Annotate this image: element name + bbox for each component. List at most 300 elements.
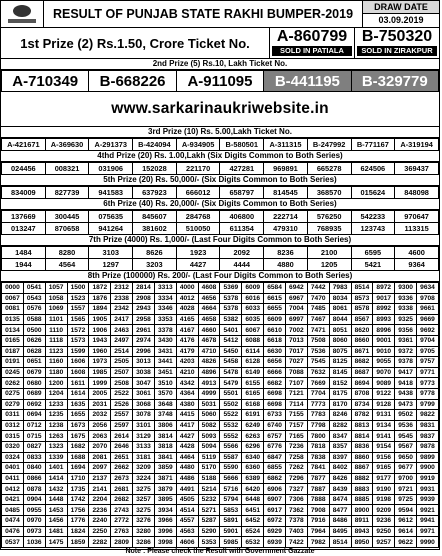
ticket-cell: 5353	[198, 537, 220, 548]
ticket-cell: 5094	[198, 441, 220, 452]
ticket-cell: 9128	[373, 399, 395, 410]
ticket-cell: 6114	[242, 346, 264, 357]
ticket-cell: 1614	[67, 388, 89, 399]
table-row	[2, 516, 439, 527]
ticket-cell: 9650	[395, 452, 417, 463]
ticket-cell: 637923	[133, 187, 177, 199]
ticket-cell: 9899	[417, 452, 439, 463]
ticket-cell: 1160	[45, 357, 67, 368]
ticket-cell: 7669	[307, 378, 329, 389]
ticket-cell: 0955	[23, 505, 45, 516]
ticket-cell: 8885	[351, 494, 373, 505]
ticket-cell: 0275	[2, 388, 24, 399]
ticket-cell: 969891	[264, 163, 308, 175]
ticket-cell: 4896	[198, 367, 220, 378]
ticket-cell: 6263	[242, 431, 264, 442]
ticket-cell: 1339	[45, 452, 67, 463]
ticket-cell: 1824	[67, 526, 89, 537]
ticket-cell: 284768	[176, 211, 220, 223]
ticket-cell: 6155	[242, 378, 264, 389]
ticket-cell: 8836	[351, 441, 373, 452]
second-prize-label: 2nd Prize (5) Rs.10, Lakh Ticket No.	[1, 59, 439, 70]
ticket-cell: 4600	[395, 247, 439, 259]
ticket-cell: 6191	[242, 410, 264, 421]
ticket-cell: 9198	[373, 494, 395, 505]
ticket-cell: 9778	[417, 388, 439, 399]
ticket-cell: B-580501	[220, 139, 264, 151]
ticket-cell: 1572	[67, 325, 89, 336]
ticket-cell: 5716	[220, 484, 242, 495]
ticket-cell: B-771167	[351, 139, 395, 151]
ticket-cell: 2282	[89, 537, 111, 548]
ticket-cell: 300445	[45, 211, 89, 223]
ticket-cell: 1481	[45, 526, 67, 537]
ticket-cell: 3129	[133, 431, 155, 442]
ticket-cell: 4444	[220, 259, 264, 271]
ticket-cell: 075635	[89, 211, 133, 223]
ticket-cell: 4427	[176, 431, 198, 442]
draw-date-label: DRAW DATE	[363, 1, 439, 14]
ticket-cell: 6389	[242, 473, 264, 484]
ticket-cell: 1682	[67, 441, 89, 452]
ticket-cell: 1608	[67, 367, 89, 378]
ticket-cell: 3353	[154, 314, 176, 325]
ticket-cell: 0067	[2, 293, 24, 304]
ticket-cell: 1944	[2, 259, 46, 271]
ticket-cell: 0081	[2, 304, 24, 315]
ticket-cell: 7783	[307, 410, 329, 421]
ticket-cell: 1118	[45, 335, 67, 346]
ticket-cell: 7362	[285, 505, 307, 516]
ticket-cell: 1057	[45, 283, 67, 294]
ticket-cell: 5232	[198, 494, 220, 505]
ticket-cell: 9622	[395, 537, 417, 548]
ticket-cell: 870658	[45, 223, 89, 235]
ticket-cell: 5060	[198, 410, 220, 421]
ticket-cell: 7422	[285, 537, 307, 548]
ticket-cell: 479310	[264, 223, 308, 235]
ticket-cell: 8708	[351, 388, 373, 399]
ticket-cell: 9165	[373, 463, 395, 474]
ticket-cell: 0187	[2, 346, 24, 357]
ticket-cell: 3275	[133, 484, 155, 495]
ticket-cell: 1235	[45, 410, 67, 421]
ticket-cell: 4012	[176, 293, 198, 304]
ticket-cell: 5214	[198, 484, 220, 495]
table-row	[2, 259, 439, 271]
ticket-cell: 9837	[417, 431, 439, 442]
ticket-cell: 2961	[133, 325, 155, 336]
ticket-cell: 5587	[220, 452, 242, 463]
ticket-cell: 2056	[89, 420, 111, 431]
ticket-cell: 2508	[111, 378, 133, 389]
ticket-cell: 0311	[2, 410, 24, 421]
ticket-cell: 6448	[242, 494, 264, 505]
ticket-cell: 3451	[154, 367, 176, 378]
ticket-cell: 9473	[395, 399, 417, 410]
ticket-cell: 9131	[373, 410, 395, 421]
ticket-cell: 2463	[111, 325, 133, 336]
ticket-cell: 0694	[23, 410, 45, 421]
ticket-cell: 510050	[176, 223, 220, 235]
ticket-cell: 576250	[307, 211, 351, 223]
ticket-cell: B-668226	[89, 71, 176, 92]
ticket-cell: 9939	[417, 494, 439, 505]
ticket-cell: 6939	[264, 537, 286, 548]
ticket-cell: 8620	[351, 325, 373, 336]
ticket-cell: 2141	[89, 484, 111, 495]
fifth-prize-label: 5th Prize (20) Rs. 50,000/- (Six Digits Common to Both Series)	[1, 175, 439, 186]
ticket-cell: 827739	[45, 187, 89, 199]
ticket-cell: 9070	[373, 367, 395, 378]
ticket-cell: 3806	[154, 420, 176, 431]
eighth-prize-label: 8th Prize (100000) Rs. 200/- (Last Four Digits Common to Both Series)	[1, 271, 439, 282]
ticket-cell: 113315	[395, 223, 439, 235]
ticket-cell: 9257	[373, 537, 395, 548]
ticket-cell: 7964	[307, 526, 329, 537]
ticket-cell: 5891	[220, 516, 242, 527]
ticket-cell: 0833	[23, 452, 45, 463]
ticket-cell: 9822	[417, 410, 439, 421]
ticket-cell: 7983	[329, 283, 351, 294]
ticket-cell: 1906	[89, 325, 111, 336]
ticket-cell: 1414	[45, 473, 67, 484]
ticket-cell: 2772	[111, 516, 133, 527]
ticket-cell: 2526	[111, 399, 133, 410]
ticket-cell: A-311315	[264, 139, 308, 151]
ticket-cell: B-441195	[264, 71, 351, 92]
ticket-cell: 5093	[198, 431, 220, 442]
ticket-cell: 0866	[23, 473, 45, 484]
ticket-cell: 9001	[373, 335, 395, 346]
ticket-cell: 5287	[198, 516, 220, 527]
ticket-cell: 1694	[67, 463, 89, 474]
ticket-cell: 9190	[373, 484, 395, 495]
ticket-cell: 0904	[23, 494, 45, 505]
ticket-cell: 6847	[264, 452, 286, 463]
ticket-cell: 6296	[242, 441, 264, 452]
ticket-cell: 015624	[351, 187, 395, 199]
ticket-cell: 7114	[285, 399, 307, 410]
ticket-cell: 9878	[417, 441, 439, 452]
ticket-cell: 624506	[351, 163, 395, 175]
ticket-cell: 2522	[111, 388, 133, 399]
ticket-cell: 3257	[133, 494, 155, 505]
ticket-cell: 6033	[242, 304, 264, 315]
first-prize-ticket	[269, 28, 354, 58]
ticket-cell: 7121	[285, 388, 307, 399]
table-row	[2, 357, 439, 368]
ticket-cell: 814545	[264, 187, 308, 199]
table-row	[2, 211, 439, 223]
ticket-cell: 6698	[264, 388, 286, 399]
ticket-cell: 665278	[307, 163, 351, 175]
ticket-cell: 1523	[67, 293, 89, 304]
ticket-cell: 5985	[220, 537, 242, 548]
ticket-cell: A-291373	[89, 139, 133, 151]
ticket-cell: 3276	[133, 516, 155, 527]
ticket-cell: 3061	[133, 388, 155, 399]
ticket-cell: 1069	[45, 304, 67, 315]
ticket-cell: 2505	[111, 357, 133, 368]
ticket-cell: 2092	[220, 247, 264, 259]
ticket-number: A-860799	[276, 28, 348, 45]
table-row	[2, 420, 439, 431]
ticket-cell: 1238	[45, 420, 67, 431]
ticket-cell: 6360	[242, 463, 264, 474]
ticket-cell: 7327	[285, 484, 307, 495]
ticket-cell: 5119	[198, 452, 220, 463]
ticket-cell: 4464	[176, 452, 198, 463]
ticket-cell: 4415	[176, 410, 198, 421]
ticket-cell: 7088	[285, 367, 307, 378]
ticket-cell: 5271	[198, 505, 220, 516]
ticket-cell: 7471	[307, 325, 329, 336]
ticket-cell: 2005	[89, 388, 111, 399]
ticket-cell: 7470	[307, 293, 329, 304]
ticket-cell: 3101	[133, 420, 155, 431]
ticket-cell: 7632	[307, 367, 329, 378]
ticket-cell: 3313	[154, 283, 176, 294]
ticket-cell: 9209	[373, 505, 395, 516]
ticket-cell: 9721	[395, 484, 417, 495]
ticket-cell: 8782	[351, 410, 373, 421]
ticket-cell: 5853	[220, 505, 242, 516]
ticket-cell: 4563	[176, 526, 198, 537]
ticket-cell: 3441	[154, 357, 176, 368]
ticket-cell: 4606	[176, 537, 198, 548]
ticket-cell: 6682	[264, 378, 286, 389]
ticket-cell: 8477	[329, 505, 351, 516]
ticket-cell: 3748	[154, 410, 176, 421]
ticket-cell: 941583	[89, 187, 133, 199]
ticket-cell: 6655	[264, 304, 286, 315]
ticket-cell: 8734	[351, 399, 373, 410]
ticket-cell: 4342	[176, 378, 198, 389]
ticket-cell: 8567	[351, 314, 373, 325]
ticket-cell: 5501	[220, 388, 242, 399]
ticket-cell: 1960	[89, 346, 111, 357]
ticket-cell: 8882	[351, 473, 373, 484]
ticket-cell: 4165	[176, 314, 198, 325]
ticket-cell: 406800	[220, 211, 264, 223]
ticket-cell: 0134	[2, 325, 24, 336]
ticket-cell: 9921	[417, 505, 439, 516]
ticket-cell: 8170	[329, 399, 351, 410]
ticket-cell: 8950	[351, 537, 373, 548]
ticket-cell: 9704	[417, 335, 439, 346]
ticket-cell: 2809	[111, 537, 133, 548]
ticket-cell: 9156	[373, 452, 395, 463]
ticket-cell: 0692	[23, 399, 45, 410]
ticket-cell: 9677	[395, 463, 417, 474]
ticket-cell: 4608	[198, 283, 220, 294]
ticket-cell: 0474	[2, 516, 24, 527]
ticket-cell: 7002	[285, 325, 307, 336]
ticket-cell: 8911	[351, 516, 373, 527]
ticket-cell: 5590	[220, 463, 242, 474]
ticket-cell: 3818	[154, 441, 176, 452]
ticket-cell: 8280	[45, 247, 89, 259]
ticket-cell: 123743	[351, 223, 395, 235]
ticket-cell: 5369	[220, 283, 242, 294]
ticket-cell: 0411	[2, 473, 24, 484]
ticket-cell: 5382	[220, 314, 242, 325]
ticket-cell: 4658	[198, 314, 220, 325]
ticket-cell: 666012	[176, 187, 220, 199]
ticket-cell: 9536	[395, 420, 417, 431]
ticket-cell: 1859	[67, 537, 89, 548]
ticket-cell: 1297	[89, 259, 133, 271]
ticket-cell: 1675	[67, 431, 89, 442]
ticket-cell: 2240	[89, 516, 111, 527]
ticket-cell: 7508	[307, 335, 329, 346]
ticket-cell: 7916	[307, 516, 329, 527]
ticket-cell: 9089	[373, 378, 395, 389]
seventh-prize-label: 7th Prize (4000) Rs. 1,000/- (Last Four Digits Common to Both Series)	[1, 235, 439, 246]
ticket-cell: 1453	[45, 505, 67, 516]
ticket-cell: 3068	[133, 399, 155, 410]
ticket-cell: 9773	[417, 378, 439, 389]
ticket-cell: 0715	[23, 431, 45, 442]
ticket-cell: 6618	[264, 335, 286, 346]
ticket-cell: 2763	[111, 526, 133, 537]
ticket-cell: 4505	[176, 494, 198, 505]
ticket-cell: 8397	[329, 452, 351, 463]
table-row	[2, 223, 439, 235]
ticket-cell: 0312	[2, 420, 24, 431]
ticket-cell: 8578	[351, 304, 373, 315]
ticket-cell: B-247992	[307, 139, 351, 151]
ticket-cell: 9236	[373, 516, 395, 527]
ticket-cell: 970647	[395, 211, 439, 223]
ticket-cell: 4210	[176, 367, 198, 378]
ticket-cell: 3038	[133, 367, 155, 378]
ticket-cell: 6067	[242, 325, 264, 336]
table-row	[2, 367, 439, 378]
ticket-cell: 4913	[198, 378, 220, 389]
ticket-cell: 2236	[89, 505, 111, 516]
ticket-cell: 4203	[176, 357, 198, 368]
ticket-cell: 8282	[329, 420, 351, 431]
ticket-cell: 1905	[89, 314, 111, 325]
ticket-cell: 8993	[373, 314, 395, 325]
ticket-cell: 3998	[154, 537, 176, 548]
table-row	[2, 463, 439, 474]
ticket-cell: 5412	[220, 335, 242, 346]
ticket-cell: 5522	[220, 410, 242, 421]
ticket-cell: 2342	[111, 304, 133, 315]
ticket-cell: 9634	[417, 283, 439, 294]
ticket-cell: 7258	[285, 452, 307, 463]
ticket-cell: 368570	[307, 187, 351, 199]
second-prize-table	[1, 70, 439, 92]
ticket-cell: 9567	[395, 441, 417, 452]
ticket-cell: 4176	[176, 335, 198, 346]
ticket-cell: 6907	[264, 494, 286, 505]
ticket-cell: 3841	[154, 452, 176, 463]
ticket-cell: 1456	[45, 516, 67, 527]
ticket-cell: 8992	[373, 304, 395, 315]
ticket-cell: 6656	[264, 357, 286, 368]
ticket-cell: 0245	[2, 367, 24, 378]
ticket-cell: 0537	[2, 537, 24, 548]
ticket-cell: 3934	[154, 505, 176, 516]
ticket-cell: 6929	[264, 526, 286, 537]
ticket-cell: 5401	[220, 325, 242, 336]
ticket-cell: 1200	[45, 378, 67, 389]
ticket-cell: 4999	[198, 388, 220, 399]
ticket-cell: 5450	[220, 346, 242, 357]
ticket-cell: 0878	[23, 484, 45, 495]
ticket-cell: 611354	[220, 223, 264, 235]
ticket-cell: 9122	[373, 388, 395, 399]
ticket-cell: 0421	[2, 494, 24, 505]
ticket-cell: 5031	[198, 399, 220, 410]
ticket-cell: 1110	[45, 325, 67, 336]
ticket-cell: 4514	[176, 505, 198, 516]
table-row	[2, 71, 439, 92]
table-row	[2, 304, 439, 315]
table-row	[2, 484, 439, 495]
ticket-cell: 3133	[133, 441, 155, 452]
ticket-cell: 9700	[395, 473, 417, 484]
table-row	[2, 399, 439, 410]
ticket-cell: 7306	[285, 494, 307, 505]
ticket-cell: 2250	[89, 526, 111, 537]
ticket-cell: 2662	[111, 463, 133, 474]
ticket-cell: 008321	[45, 163, 89, 175]
ticket-cell: 8514	[329, 537, 351, 548]
ticket-cell: 3648	[154, 399, 176, 410]
ticket-cell: 3570	[154, 388, 176, 399]
ticket-cell: 1710	[67, 473, 89, 484]
table-row	[2, 431, 439, 442]
ticket-cell: 3430	[154, 335, 176, 346]
ticket-cell: 768935	[307, 223, 351, 235]
ticket-cell: 7887	[307, 484, 329, 495]
ticket-cell: 1655	[67, 410, 89, 421]
ticket-cell: 2514	[111, 346, 133, 357]
ticket-cell: 0712	[23, 420, 45, 431]
ticket-cell: 2031	[89, 399, 111, 410]
ticket-cell: 5188	[198, 473, 220, 484]
ticket-cell: 9502	[395, 410, 417, 421]
ticket-cell: 8175	[329, 388, 351, 399]
ticket-cell: 8972	[373, 283, 395, 294]
page-title: RESULT OF PUNJAB STATE RAKHI BUMPER-2019	[52, 7, 354, 21]
ticket-cell: A-421671	[2, 139, 46, 151]
ticket-cell: 7296	[285, 473, 307, 484]
ticket-cell: 4380	[176, 399, 198, 410]
ticket-cell: 2081	[89, 452, 111, 463]
ticket-cell: 0191	[2, 357, 24, 368]
ticket-cell: 3879	[154, 484, 176, 495]
ticket-cell: 1776	[67, 516, 89, 527]
ticket-cell: 6942	[285, 283, 307, 294]
ticket-cell: 5421	[351, 259, 395, 271]
ticket-cell: 0000	[2, 283, 24, 294]
ticket-cell: 9356	[395, 325, 417, 336]
table-row	[2, 293, 439, 304]
ticket-cell: 7378	[285, 516, 307, 527]
ticket-cell: 9336	[395, 293, 417, 304]
ticket-cell: 2097	[89, 463, 111, 474]
ticket-cell: 381602	[133, 223, 177, 235]
ticket-cell: 3181	[133, 452, 155, 463]
ticket-cell: 8060	[329, 335, 351, 346]
ticket-cell: 0680	[23, 378, 45, 389]
